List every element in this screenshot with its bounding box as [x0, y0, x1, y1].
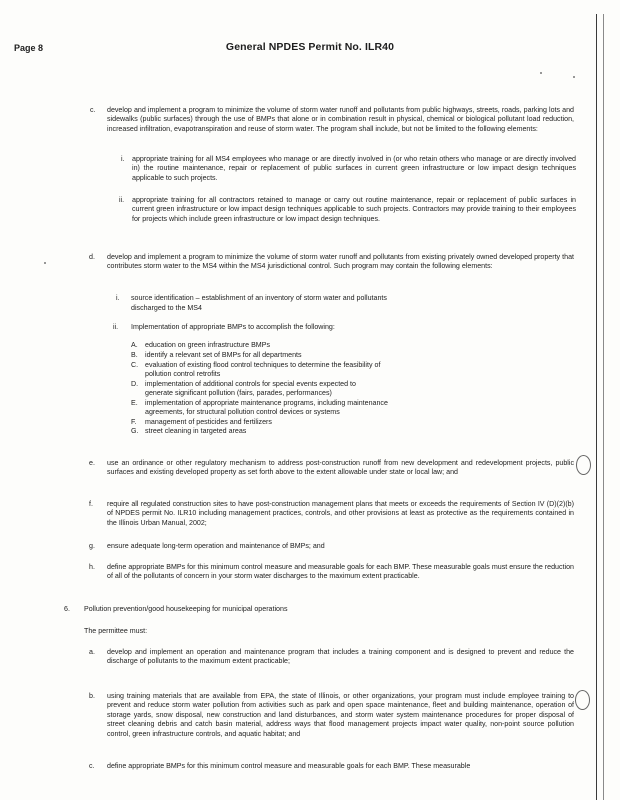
margin-rule [596, 14, 597, 800]
item-c-i-text: appropriate training for all MS4 employees who manage or are directly involved in (or who retain others who manage or are directly involved in) the routine maintenance, repair or replacement of public surfaces in current green infrastructure or low impact design techniques applicable to such projects. [132, 155, 576, 182]
item-h-text: define appropriate BMPs for this minimum control measure and measurable goals for each BMP. These measurable goals must ensure the reduction of all of the pollutants of concern in your storm water discharges to the maximum extent practicable. [107, 563, 574, 581]
item-label: f. [89, 500, 93, 508]
document-title: General NPDES Permit No. ILR40 [225, 41, 395, 53]
section-heading: Pollution prevention/good housekeeping for municipal operations [84, 605, 288, 613]
section-intro: The permittee must: [84, 627, 148, 635]
item-f-text: require all regulated construction sites to have post-construction management plans that meets or exceeds the requirements of Section IV (D)(2)(b) of NPDES permit No. ILR10 including management practices, controls, and other provisions at least as protective as the requirements contained in the Illinois Urban Manual, 2002; [107, 500, 574, 527]
item-d-i-line1: source identification – establishment of an inventory of storm water and pollutants [131, 294, 387, 302]
item-c-ii-text: appropriate training for all contractors retained to manage or carry out routine maintenance, repair or replacement of public surfaces in current green infrastructure or low impact design techniques applicable to such projects. Contractors may provide training to their employees for projects which include green infrastructure or low impact design techniques. [132, 196, 576, 223]
list-item-cont: generate significant pollution (fairs, parades, performances) [145, 389, 332, 397]
sub-label: ii. [113, 323, 119, 331]
list-item-label: G. [131, 427, 139, 435]
page-number: Page 8 [14, 43, 44, 53]
list-item-cont: agreements, for structural pollution control devices or systems [145, 408, 340, 416]
item-label: b. [89, 692, 95, 700]
list-item: identify a relevant set of BMPs for all departments [145, 351, 302, 359]
list-item-label: A. [131, 341, 138, 349]
scan-speck [44, 262, 46, 264]
list-item: management of pesticides and fertilizers [145, 418, 272, 426]
item-c-text: develop and implement a program to minimize the volume of storm water runoff and pollutants from public highways, streets, roads, parking lots and sidewalks (public surfaces) through the use of BMPs that alone or in combination result in physical, chemical or biological pollutant load reduction, increased infiltration, evapotranspiration and reuse of storm water. The program shall include, but not be limited to the following elements: [107, 106, 574, 133]
item-e-text: use an ordinance or other regulatory mechanism to address post-construction runoff from new development and redevelopment projects, public surfaces and existing developed property as set forth above to the extent allowable under state or local law; and [107, 459, 574, 477]
section6-a-text: develop and implement an operation and maintenance program that includes a training component and is designed to prevent and reduce the discharge of pollutants to the maximum extent practicable; [107, 648, 574, 666]
item-d-text: develop and implement a program to minimize the volume of storm water runoff and pollutants from existing privately owned developed property that contributes storm water to the MS4 within the MS4 jurisdictional control. Such program may contain the following elements: [107, 253, 574, 271]
item-label: c. [89, 762, 95, 770]
list-item-cont: pollution control retrofits [145, 370, 221, 378]
list-item-label: C. [131, 361, 139, 369]
scan-speck [540, 72, 542, 74]
section6-c-text: define appropriate BMPs for this minimum control measure and measurable goals for each BMP. These measurable [107, 762, 471, 770]
list-item: implementation of additional controls for special events expected to [145, 380, 356, 388]
item-label: d. [89, 253, 95, 261]
item-label: e. [89, 459, 95, 467]
item-d-ii-text: Implementation of appropriate BMPs to accomplish the following: [131, 323, 335, 331]
item-label: c. [90, 106, 96, 114]
scan-mark [575, 690, 590, 710]
list-item: education on green infrastructure BMPs [145, 341, 270, 349]
list-item-label: B. [131, 351, 138, 359]
list-item-label: D. [131, 380, 139, 388]
sub-label: i. [121, 155, 125, 163]
sub-label: ii. [119, 196, 125, 204]
item-label: g. [89, 542, 95, 550]
list-item-label: F. [131, 418, 137, 426]
list-item: street cleaning in targeted areas [145, 427, 247, 435]
section-number: 6. [64, 605, 70, 613]
list-item-label: E. [131, 399, 138, 407]
margin-rule-outer [603, 14, 604, 800]
item-g-text: ensure adequate long-term operation and maintenance of BMPs; and [107, 542, 325, 550]
item-label: h. [89, 563, 95, 571]
scan-speck [573, 76, 575, 78]
sub-label: i. [116, 294, 120, 302]
item-label: a. [89, 648, 95, 656]
list-item: evaluation of existing flood control techniques to determine the feasibility of [145, 361, 381, 369]
list-item: implementation of appropriate maintenance programs, including maintenance [145, 399, 388, 407]
scan-mark [576, 455, 591, 475]
section6-b-text: using training materials that are available from EPA, the state of Illinois, or other organizations, your program must include employee training to prevent and reduce storm water pollution from activities such as park and open space maintenance, fleet and building maintenance, operation of storage yards, snow disposal, new construction and land disturbances, and storm water system maintenance procedures for proper disposal of street cleaning debris and catch basin material, address ways that flood management projects impact water quality, non-point source pollution control, green infrastructure controls, and aquatic habitat; and [107, 692, 574, 738]
item-d-i-line2: discharged to the MS4 [131, 303, 202, 312]
